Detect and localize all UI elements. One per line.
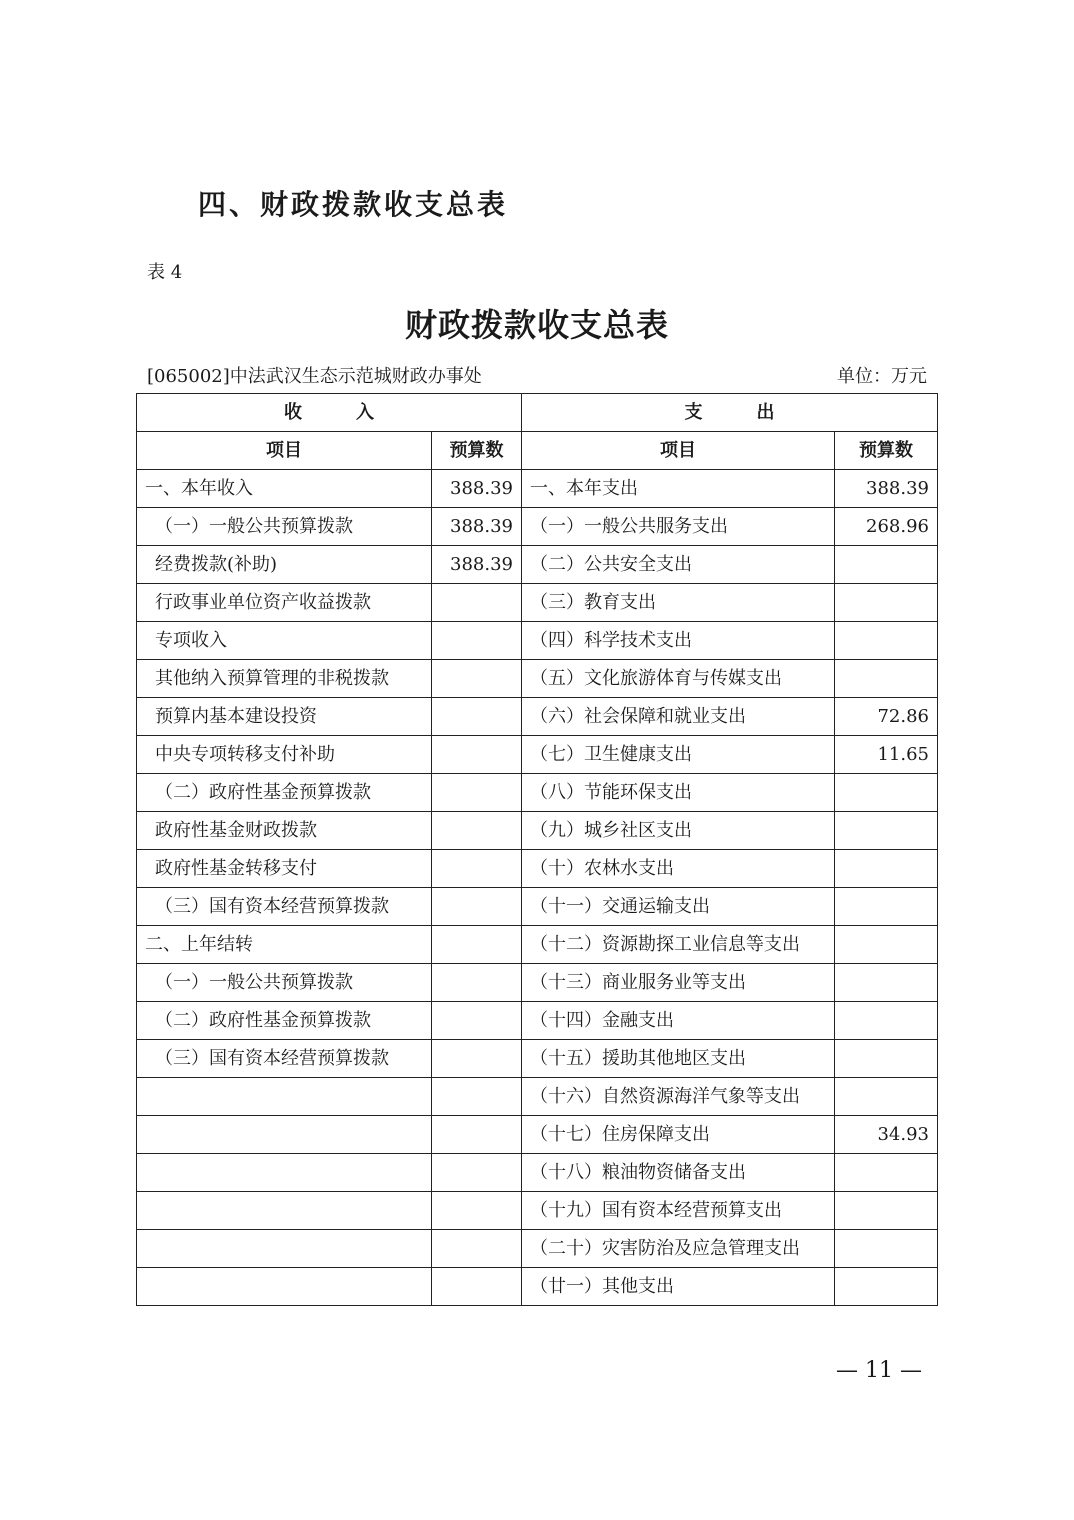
table-row xyxy=(137,774,938,812)
expense-budget-cell xyxy=(835,1268,938,1306)
expense-budget-cell xyxy=(835,1040,938,1078)
income-budget-cell xyxy=(432,1040,522,1078)
section-title: 四、财政拨款收支总表 xyxy=(198,188,509,221)
expense-item-cell: （十五）援助其他地区支出 xyxy=(522,1040,835,1078)
income-budget-cell xyxy=(432,1230,522,1268)
income-budget-cell xyxy=(432,584,522,622)
table-row xyxy=(137,1078,938,1116)
group-header-row xyxy=(137,394,938,432)
income-budget-cell xyxy=(432,736,522,774)
column-header-row xyxy=(137,432,938,470)
income-item-cell: （三）国有资本经营预算拨款 xyxy=(137,1040,432,1078)
page-number: — 11 — xyxy=(836,1358,922,1383)
table-row xyxy=(137,546,938,584)
income-item-cell xyxy=(137,1154,432,1192)
income-item-cell: 中央专项转移支付补助 xyxy=(137,736,432,774)
expense-item-cell: （廿一）其他支出 xyxy=(522,1268,835,1306)
expense-item-cell: （三）教育支出 xyxy=(522,584,835,622)
income-budget-cell xyxy=(432,1154,522,1192)
expense-budget-cell xyxy=(835,774,938,812)
expense-budget-cell xyxy=(835,660,938,698)
income-item-header: 项目 xyxy=(137,432,432,470)
expense-item-cell: （十八）粮油物资储备支出 xyxy=(522,1154,835,1192)
expense-item-cell: （十三）商业服务业等支出 xyxy=(522,964,835,1002)
expense-item-cell: （九）城乡社区支出 xyxy=(522,812,835,850)
income-budget-cell xyxy=(432,812,522,850)
table-row xyxy=(137,698,938,736)
income-item-cell: 经费拨款(补助) xyxy=(137,546,432,584)
income-budget-cell xyxy=(432,926,522,964)
table-row xyxy=(137,812,938,850)
table-row xyxy=(137,470,938,508)
expense-item-cell: （十九）国有资本经营预算支出 xyxy=(522,1192,835,1230)
expense-item-cell: （一）一般公共服务支出 xyxy=(522,508,835,546)
income-item-cell xyxy=(137,1268,432,1306)
expense-item-cell: （二十）灾害防治及应急管理支出 xyxy=(522,1230,835,1268)
expense-item-cell: （七）卫生健康支出 xyxy=(522,736,835,774)
expense-budget-cell: 72.86 xyxy=(835,698,938,736)
table-row xyxy=(137,622,938,660)
expense-item-cell: （八）节能环保支出 xyxy=(522,774,835,812)
table-row xyxy=(137,888,938,926)
expense-item-cell: （六）社会保障和就业支出 xyxy=(522,698,835,736)
income-item-cell xyxy=(137,1078,432,1116)
expense-item-cell: （五）文化旅游体育与传媒支出 xyxy=(522,660,835,698)
income-item-cell: 政府性基金转移支付 xyxy=(137,850,432,888)
income-budget-cell: 388.39 xyxy=(432,546,522,584)
table-row xyxy=(137,584,938,622)
budget-table xyxy=(136,393,938,1306)
expense-budget-cell xyxy=(835,850,938,888)
expense-item-header: 项目 xyxy=(522,432,835,470)
expense-budget-cell xyxy=(835,926,938,964)
income-budget-cell xyxy=(432,774,522,812)
expense-budget-cell xyxy=(835,1192,938,1230)
expense-budget-cell xyxy=(835,812,938,850)
expense-item-cell: （四）科学技术支出 xyxy=(522,622,835,660)
income-budget-cell: 388.39 xyxy=(432,470,522,508)
income-item-cell: （三）国有资本经营预算拨款 xyxy=(137,888,432,926)
table-row xyxy=(137,1268,938,1306)
table-body xyxy=(137,470,938,1306)
income-item-cell: 行政事业单位资产收益拨款 xyxy=(137,584,432,622)
expense-budget-cell xyxy=(835,1154,938,1192)
expense-budget-cell: 34.93 xyxy=(835,1116,938,1154)
table-row xyxy=(137,1192,938,1230)
expense-header: 支 出 xyxy=(522,394,938,432)
income-item-cell xyxy=(137,1192,432,1230)
table-row xyxy=(137,736,938,774)
income-item-cell: （一）一般公共预算拨款 xyxy=(137,964,432,1002)
income-item-cell: 专项收入 xyxy=(137,622,432,660)
unit-label: 单位：万元 xyxy=(837,366,927,387)
income-item-cell: 一、本年收入 xyxy=(137,470,432,508)
expense-budget-header: 预算数 xyxy=(835,432,938,470)
expense-budget-cell xyxy=(835,546,938,584)
expense-item-cell: （二）公共安全支出 xyxy=(522,546,835,584)
expense-budget-cell: 11.65 xyxy=(835,736,938,774)
expense-budget-cell xyxy=(835,622,938,660)
income-budget-cell xyxy=(432,964,522,1002)
income-budget-cell xyxy=(432,850,522,888)
income-budget-header: 预算数 xyxy=(432,432,522,470)
expense-budget-cell xyxy=(835,1078,938,1116)
expense-budget-cell xyxy=(835,1230,938,1268)
document-title: 财政拨款收支总表 xyxy=(404,306,669,344)
table-row xyxy=(137,1002,938,1040)
table-row xyxy=(137,660,938,698)
income-item-cell xyxy=(137,1230,432,1268)
expense-item-cell: （十二）资源勘探工业信息等支出 xyxy=(522,926,835,964)
expense-item-cell: （十）农林水支出 xyxy=(522,850,835,888)
income-budget-cell xyxy=(432,888,522,926)
income-budget-cell xyxy=(432,622,522,660)
organization-label: [065002]中法武汉生态示范城财政办事处 xyxy=(147,366,482,387)
expense-item-cell: （十六）自然资源海洋气象等支出 xyxy=(522,1078,835,1116)
income-budget-cell: 388.39 xyxy=(432,508,522,546)
table-row xyxy=(137,926,938,964)
expense-budget-cell xyxy=(835,964,938,1002)
income-item-cell: 政府性基金财政拨款 xyxy=(137,812,432,850)
income-item-cell: 二、上年结转 xyxy=(137,926,432,964)
income-item-cell: （二）政府性基金预算拨款 xyxy=(137,774,432,812)
income-budget-cell xyxy=(432,1192,522,1230)
income-budget-cell xyxy=(432,698,522,736)
expense-item-cell: （十一）交通运输支出 xyxy=(522,888,835,926)
income-budget-cell xyxy=(432,1078,522,1116)
income-budget-cell xyxy=(432,1002,522,1040)
expense-budget-cell xyxy=(835,1002,938,1040)
table-row xyxy=(137,1154,938,1192)
table-row xyxy=(137,1230,938,1268)
income-budget-cell xyxy=(432,1268,522,1306)
table-row xyxy=(137,964,938,1002)
expense-budget-cell: 388.39 xyxy=(835,470,938,508)
expense-item-cell: （十七）住房保障支出 xyxy=(522,1116,835,1154)
income-item-cell: 预算内基本建设投资 xyxy=(137,698,432,736)
expense-budget-cell xyxy=(835,888,938,926)
table-row xyxy=(137,850,938,888)
expense-budget-cell: 268.96 xyxy=(835,508,938,546)
income-item-cell: （二）政府性基金预算拨款 xyxy=(137,1002,432,1040)
expense-item-cell: 一、本年支出 xyxy=(522,470,835,508)
income-item-cell: （一）一般公共预算拨款 xyxy=(137,508,432,546)
table-row xyxy=(137,1116,938,1154)
expense-budget-cell xyxy=(835,584,938,622)
page-number-wrap xyxy=(0,1358,1074,1383)
table-number: 表 4 xyxy=(147,262,183,283)
income-item-cell xyxy=(137,1116,432,1154)
table-row xyxy=(137,508,938,546)
income-item-cell: 其他纳入预算管理的非税拨款 xyxy=(137,660,432,698)
income-budget-cell xyxy=(432,660,522,698)
income-header: 收 入 xyxy=(137,394,522,432)
table-row xyxy=(137,1040,938,1078)
income-budget-cell xyxy=(432,1116,522,1154)
expense-item-cell: （十四）金融支出 xyxy=(522,1002,835,1040)
